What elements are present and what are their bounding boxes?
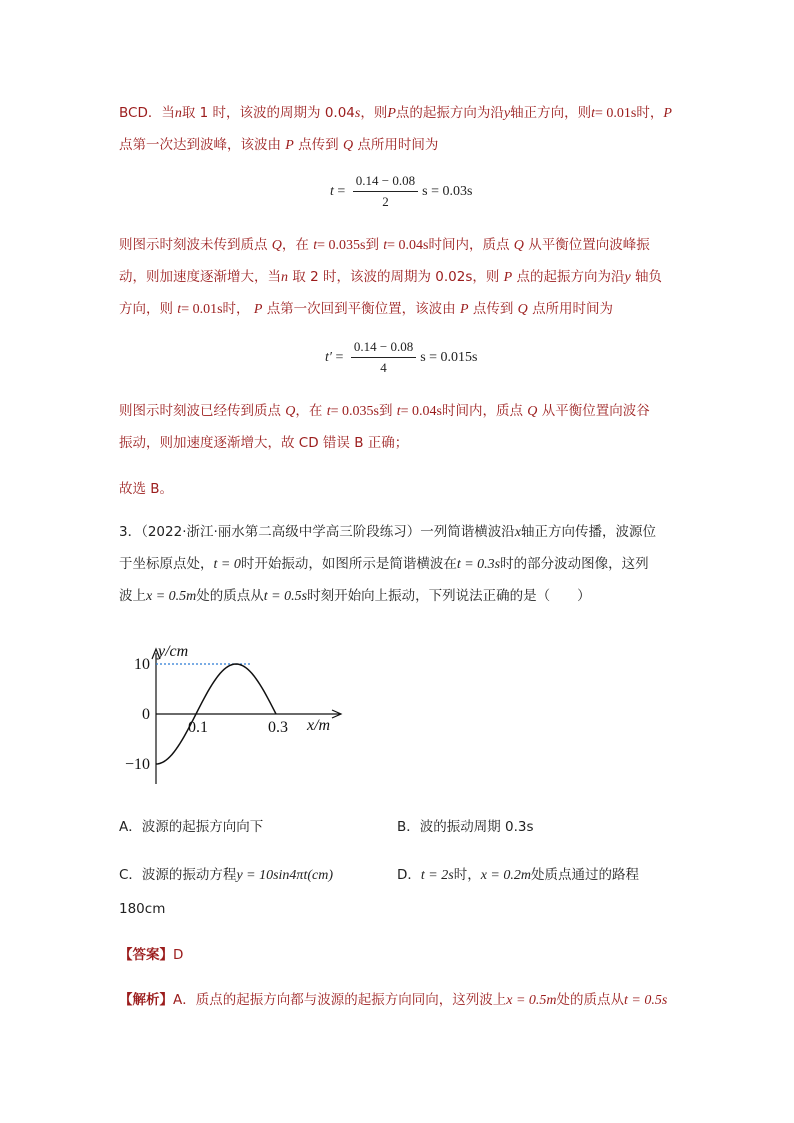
option-b[interactable]: B．波的振动周期 0.3s — [397, 819, 534, 835]
question-line: 于坐标原点处，t = 0时开始振动，如图所示是简谐横波在t = 0.3s时的部分波动图像，这列 — [119, 556, 649, 572]
y-tick-label: 0 — [142, 706, 150, 723]
option-a[interactable]: A．波源的起振方向向下 — [119, 819, 264, 835]
option-c[interactable]: C．波源的振动方程y = 10sin4πt(cm) — [119, 867, 333, 883]
answer: 【答案】D — [119, 947, 184, 963]
analysis-line: 【解析】A．质点的起振方向都与波源的起振方向同向，这列波上x = 0.5m处的质点从t = 0.5s — [119, 992, 668, 1008]
solution-line: BCD．当n取 1 时，该波的周期为 0.04s，则P点的起振方向为沿y轴正方向，则t= 0.01s时，P — [119, 105, 672, 121]
x-tick-label: 0.1 — [188, 719, 208, 736]
solution-line: 则图示时刻波未传到质点 Q，在 t= 0.035s到 t= 0.04s时间内，质点 Q 从平衡位置向波峰振 — [119, 237, 650, 253]
wave-graph — [118, 632, 348, 792]
question-line: 3．（2022·浙江·丽水第二高级中学高三阶段练习）一列简谐横波沿x轴正方向传播，波源位 — [119, 524, 656, 540]
solution-choice: 故选 B。 — [119, 481, 174, 497]
y-tick-label: −10 — [124, 756, 150, 773]
solution-line: 动，则加速度逐渐增大，当n 取 2 时，该波的周期为 0.02s，则 P 点的起振方向为沿y 轴负 — [119, 269, 663, 285]
formula-t: t = $\frac{0.14 - 0.08}{2}$ s = 0.03s — [330, 173, 473, 209]
formula-t-prime: t′ = $\frac{0.14 - 0.08}{4}$ s = 0.015s — [325, 339, 478, 375]
solution-line: 点第一次达到波峰，该波由 P 点传到 Q 点所用时间为 — [119, 137, 439, 153]
option-d[interactable]: D．t = 2s时，x = 0.2m处质点通过的路程 — [397, 867, 639, 883]
y-tick-label: 10 — [134, 656, 150, 673]
x-axis-label: x/m — [307, 717, 331, 734]
option-d-continued: 180cm — [119, 901, 166, 917]
solution-line: 方向，则 t= 0.01s时， P 点第一次回到平衡位置，该波由 P 点传到 Q 点所用时间为 — [119, 301, 614, 317]
question-line: 波上x = 0.5m处的质点从t = 0.5s时刻开始向上振动，下列说法正确的是（ ） — [119, 588, 591, 604]
solution-line: 振动，则加速度逐渐增大，故 CD 错误 B 正确； — [119, 435, 409, 451]
y-axis-label: y/cm — [158, 643, 189, 660]
solution-line: 则图示时刻波已经传到质点 Q，在 t= 0.035s到 t= 0.04s时间内，质点 Q 从平衡位置向波谷 — [119, 403, 650, 419]
x-tick-label: 0.3 — [268, 719, 288, 736]
